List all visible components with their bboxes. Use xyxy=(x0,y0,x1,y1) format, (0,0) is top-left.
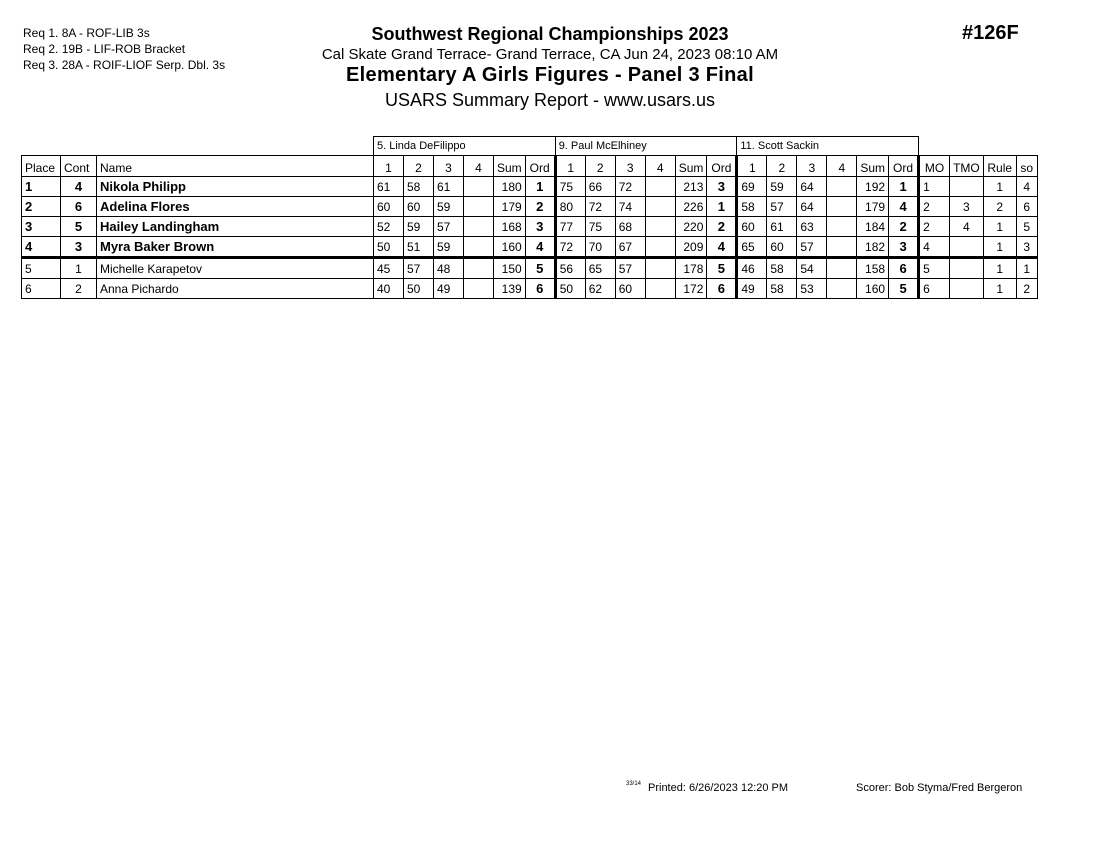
col-j1-2: 2 xyxy=(404,156,434,177)
cont-cell: 5 xyxy=(61,217,97,237)
score-cell: 75 xyxy=(585,217,615,237)
score-cell: 48 xyxy=(434,258,464,279)
skater-name-cell: Nikola Philipp xyxy=(97,177,374,197)
ordinal-cell: 5 xyxy=(889,279,919,299)
judge-2-name: 9. Paul McElhiney xyxy=(555,137,737,156)
score-cell: 77 xyxy=(555,217,585,237)
tmo-cell: 3 xyxy=(950,197,984,217)
ordinal-cell: 1 xyxy=(525,177,555,197)
score-cell: 59 xyxy=(434,197,464,217)
score-cell: 72 xyxy=(615,177,645,197)
score-cell: 60 xyxy=(404,197,434,217)
skater-name-cell: Anna Pichardo xyxy=(97,279,374,299)
column-header-row xyxy=(22,156,1038,177)
score-cell: 65 xyxy=(737,237,767,258)
score-cell: 72 xyxy=(585,197,615,217)
tmo-cell: 4 xyxy=(950,217,984,237)
score-cell: 69 xyxy=(737,177,767,197)
tmo-cell xyxy=(950,177,984,197)
score-cell xyxy=(645,279,675,299)
score-cell: 54 xyxy=(797,258,827,279)
score-cell: 49 xyxy=(737,279,767,299)
ordinal-cell: 5 xyxy=(707,258,737,279)
score-cell: 60 xyxy=(737,217,767,237)
score-cell: 62 xyxy=(585,279,615,299)
so-cell: 1 xyxy=(1016,258,1037,279)
score-cell: 58 xyxy=(767,279,797,299)
so-cell: 5 xyxy=(1016,217,1037,237)
score-cell xyxy=(645,197,675,217)
score-cell: 60 xyxy=(615,279,645,299)
rule-cell: 1 xyxy=(983,177,1016,197)
score-cell: 59 xyxy=(434,237,464,258)
score-cell: 75 xyxy=(555,177,585,197)
col-j3-4: 4 xyxy=(827,156,857,177)
col-tmo: TMO xyxy=(950,156,984,177)
col-j2-ord: Ord xyxy=(707,156,737,177)
score-cell xyxy=(645,237,675,258)
score-cell xyxy=(645,258,675,279)
so-cell: 4 xyxy=(1016,177,1037,197)
table-row xyxy=(22,197,1038,217)
rule-cell: 1 xyxy=(983,237,1016,258)
cont-cell: 6 xyxy=(61,197,97,217)
ordinal-cell: 4 xyxy=(707,237,737,258)
score-cell xyxy=(827,217,857,237)
sum-cell: 158 xyxy=(857,258,889,279)
tmo-cell xyxy=(950,279,984,299)
sum-cell: 139 xyxy=(494,279,526,299)
ordinal-cell: 2 xyxy=(889,217,919,237)
rule-cell: 1 xyxy=(983,258,1016,279)
results-table xyxy=(21,136,1038,299)
col-j2-2: 2 xyxy=(585,156,615,177)
cont-cell: 4 xyxy=(61,177,97,197)
sum-cell: 179 xyxy=(857,197,889,217)
score-cell: 60 xyxy=(374,197,404,217)
cont-cell: 3 xyxy=(61,237,97,258)
sum-cell: 184 xyxy=(857,217,889,237)
col-j2-4: 4 xyxy=(645,156,675,177)
score-cell xyxy=(827,177,857,197)
score-cell xyxy=(645,217,675,237)
sum-cell: 209 xyxy=(675,237,707,258)
cont-cell: 1 xyxy=(61,258,97,279)
score-cell: 58 xyxy=(404,177,434,197)
col-j3-1: 1 xyxy=(737,156,767,177)
col-so: so xyxy=(1016,156,1037,177)
skater-name-cell: Myra Baker Brown xyxy=(97,237,374,258)
report-title: USARS Summary Report - www.usars.us xyxy=(384,90,716,110)
rule-cell: 1 xyxy=(983,217,1016,237)
ordinal-cell: 6 xyxy=(525,279,555,299)
rule-cell: 2 xyxy=(983,197,1016,217)
score-cell xyxy=(827,258,857,279)
sum-cell: 160 xyxy=(857,279,889,299)
score-cell: 61 xyxy=(434,177,464,197)
ordinal-cell: 3 xyxy=(707,177,737,197)
sum-cell: 192 xyxy=(857,177,889,197)
col-rule: Rule xyxy=(983,156,1016,177)
score-cell: 64 xyxy=(797,177,827,197)
requirement-1: Req 1. 8A - ROF-LIB 3s xyxy=(23,26,150,40)
judge-3-name: 11. Scott Sackin xyxy=(737,137,919,156)
report-code: 33/14 xyxy=(626,781,642,787)
score-cell: 58 xyxy=(767,258,797,279)
score-cell: 58 xyxy=(737,197,767,217)
skater-name-cell: Hailey Landingham xyxy=(97,217,374,237)
score-cell: 68 xyxy=(615,217,645,237)
sum-cell: 172 xyxy=(675,279,707,299)
table-row xyxy=(22,217,1038,237)
sum-cell: 220 xyxy=(675,217,707,237)
col-j1-1: 1 xyxy=(374,156,404,177)
place-cell: 6 xyxy=(22,279,61,299)
score-cell: 40 xyxy=(374,279,404,299)
sum-cell: 150 xyxy=(494,258,526,279)
sum-cell: 160 xyxy=(494,237,526,258)
col-j3-3: 3 xyxy=(797,156,827,177)
col-j3-2: 2 xyxy=(767,156,797,177)
mo-cell: 5 xyxy=(919,258,950,279)
table-row xyxy=(22,177,1038,197)
sum-cell: 168 xyxy=(494,217,526,237)
score-cell: 57 xyxy=(615,258,645,279)
score-cell: 51 xyxy=(404,237,434,258)
score-cell: 56 xyxy=(555,258,585,279)
score-cell: 57 xyxy=(404,258,434,279)
skater-name-cell: Michelle Karapetov xyxy=(97,258,374,279)
ordinal-cell: 3 xyxy=(889,237,919,258)
score-cell: 53 xyxy=(797,279,827,299)
competition-title: Southwest Regional Championships 2023 xyxy=(371,24,729,44)
ordinal-cell: 6 xyxy=(707,279,737,299)
score-cell: 52 xyxy=(374,217,404,237)
sum-cell: 213 xyxy=(675,177,707,197)
score-cell: 60 xyxy=(767,237,797,258)
requirement-2: Req 2. 19B - LIF-ROB Bracket xyxy=(23,42,186,56)
sum-cell: 178 xyxy=(675,258,707,279)
score-cell: 74 xyxy=(615,197,645,217)
so-cell: 3 xyxy=(1016,237,1037,258)
col-j3-ord: Ord xyxy=(889,156,919,177)
sum-cell: 182 xyxy=(857,237,889,258)
judge-1-name: 5. Linda DeFilippo xyxy=(374,137,556,156)
mo-cell: 4 xyxy=(919,237,950,258)
score-cell: 67 xyxy=(615,237,645,258)
so-cell: 2 xyxy=(1016,279,1037,299)
ordinal-cell: 3 xyxy=(525,217,555,237)
skater-name-cell: Adelina Flores xyxy=(97,197,374,217)
venue-line: Cal Skate Grand Terrace- Grand Terrace, CA Jun 24, 2023 08:10 AM xyxy=(321,46,779,63)
mo-cell: 2 xyxy=(919,217,950,237)
col-cont: Cont xyxy=(61,156,97,177)
score-cell xyxy=(827,197,857,217)
printed-timestamp: Printed: 6/26/2023 12:20 PM xyxy=(648,782,789,794)
col-j1-3: 3 xyxy=(434,156,464,177)
score-cell xyxy=(464,217,494,237)
mo-cell: 1 xyxy=(919,177,950,197)
col-j1-ord: Ord xyxy=(525,156,555,177)
scorer-names: Scorer: Bob Styma/Fred Bergeron xyxy=(856,782,1023,794)
score-cell: 59 xyxy=(767,177,797,197)
score-cell: 64 xyxy=(797,197,827,217)
score-cell: 61 xyxy=(767,217,797,237)
score-cell: 50 xyxy=(404,279,434,299)
score-cell xyxy=(464,237,494,258)
ordinal-cell: 1 xyxy=(707,197,737,217)
table-row xyxy=(22,279,1038,299)
mo-cell: 2 xyxy=(919,197,950,217)
ordinal-cell: 6 xyxy=(889,258,919,279)
col-name: Name xyxy=(97,156,374,177)
score-cell: 80 xyxy=(555,197,585,217)
rule-cell: 1 xyxy=(983,279,1016,299)
place-cell: 5 xyxy=(22,258,61,279)
col-place: Place xyxy=(22,156,61,177)
col-j2-1: 1 xyxy=(555,156,585,177)
score-cell: 49 xyxy=(434,279,464,299)
score-cell: 46 xyxy=(737,258,767,279)
ordinal-cell: 4 xyxy=(525,237,555,258)
col-j2-3: 3 xyxy=(615,156,645,177)
table-row xyxy=(22,237,1038,258)
mo-cell: 6 xyxy=(919,279,950,299)
judge-header-row xyxy=(22,137,1038,156)
place-cell: 3 xyxy=(22,217,61,237)
so-cell: 6 xyxy=(1016,197,1037,217)
table-row xyxy=(22,258,1038,279)
ordinal-cell: 5 xyxy=(525,258,555,279)
requirement-3: Req 3. 28A - ROIF-LIOF Serp. Dbl. 3s xyxy=(23,58,226,72)
score-cell: 45 xyxy=(374,258,404,279)
requirements-list xyxy=(23,25,225,73)
score-cell: 72 xyxy=(555,237,585,258)
score-cell xyxy=(464,258,494,279)
score-cell: 57 xyxy=(797,237,827,258)
score-cell: 61 xyxy=(374,177,404,197)
score-cell: 66 xyxy=(585,177,615,197)
score-cell xyxy=(464,279,494,299)
score-cell: 70 xyxy=(585,237,615,258)
col-j3-sum: Sum xyxy=(857,156,889,177)
score-cell: 57 xyxy=(767,197,797,217)
score-cell xyxy=(464,177,494,197)
ordinal-cell: 4 xyxy=(889,197,919,217)
col-j1-4: 4 xyxy=(464,156,494,177)
sum-cell: 226 xyxy=(675,197,707,217)
score-cell xyxy=(827,237,857,258)
event-title: Elementary A Girls Figures - Panel 3 Final xyxy=(346,64,754,86)
score-cell: 57 xyxy=(434,217,464,237)
score-cell: 50 xyxy=(374,237,404,258)
col-j2-sum: Sum xyxy=(675,156,707,177)
score-cell xyxy=(645,177,675,197)
place-cell: 1 xyxy=(22,177,61,197)
col-j1-sum: Sum xyxy=(494,156,526,177)
col-mo: MO xyxy=(919,156,950,177)
sum-cell: 180 xyxy=(494,177,526,197)
cont-cell: 2 xyxy=(61,279,97,299)
place-cell: 2 xyxy=(22,197,61,217)
event-number: #126F xyxy=(962,22,1019,44)
ordinal-cell: 2 xyxy=(525,197,555,217)
score-cell xyxy=(827,279,857,299)
score-cell: 63 xyxy=(797,217,827,237)
ordinal-cell: 2 xyxy=(707,217,737,237)
score-cell xyxy=(464,197,494,217)
score-cell: 50 xyxy=(555,279,585,299)
ordinal-cell: 1 xyxy=(889,177,919,197)
sum-cell: 179 xyxy=(494,197,526,217)
score-cell: 65 xyxy=(585,258,615,279)
tmo-cell xyxy=(950,258,984,279)
score-cell: 59 xyxy=(404,217,434,237)
tmo-cell xyxy=(950,237,984,258)
place-cell: 4 xyxy=(22,237,61,258)
